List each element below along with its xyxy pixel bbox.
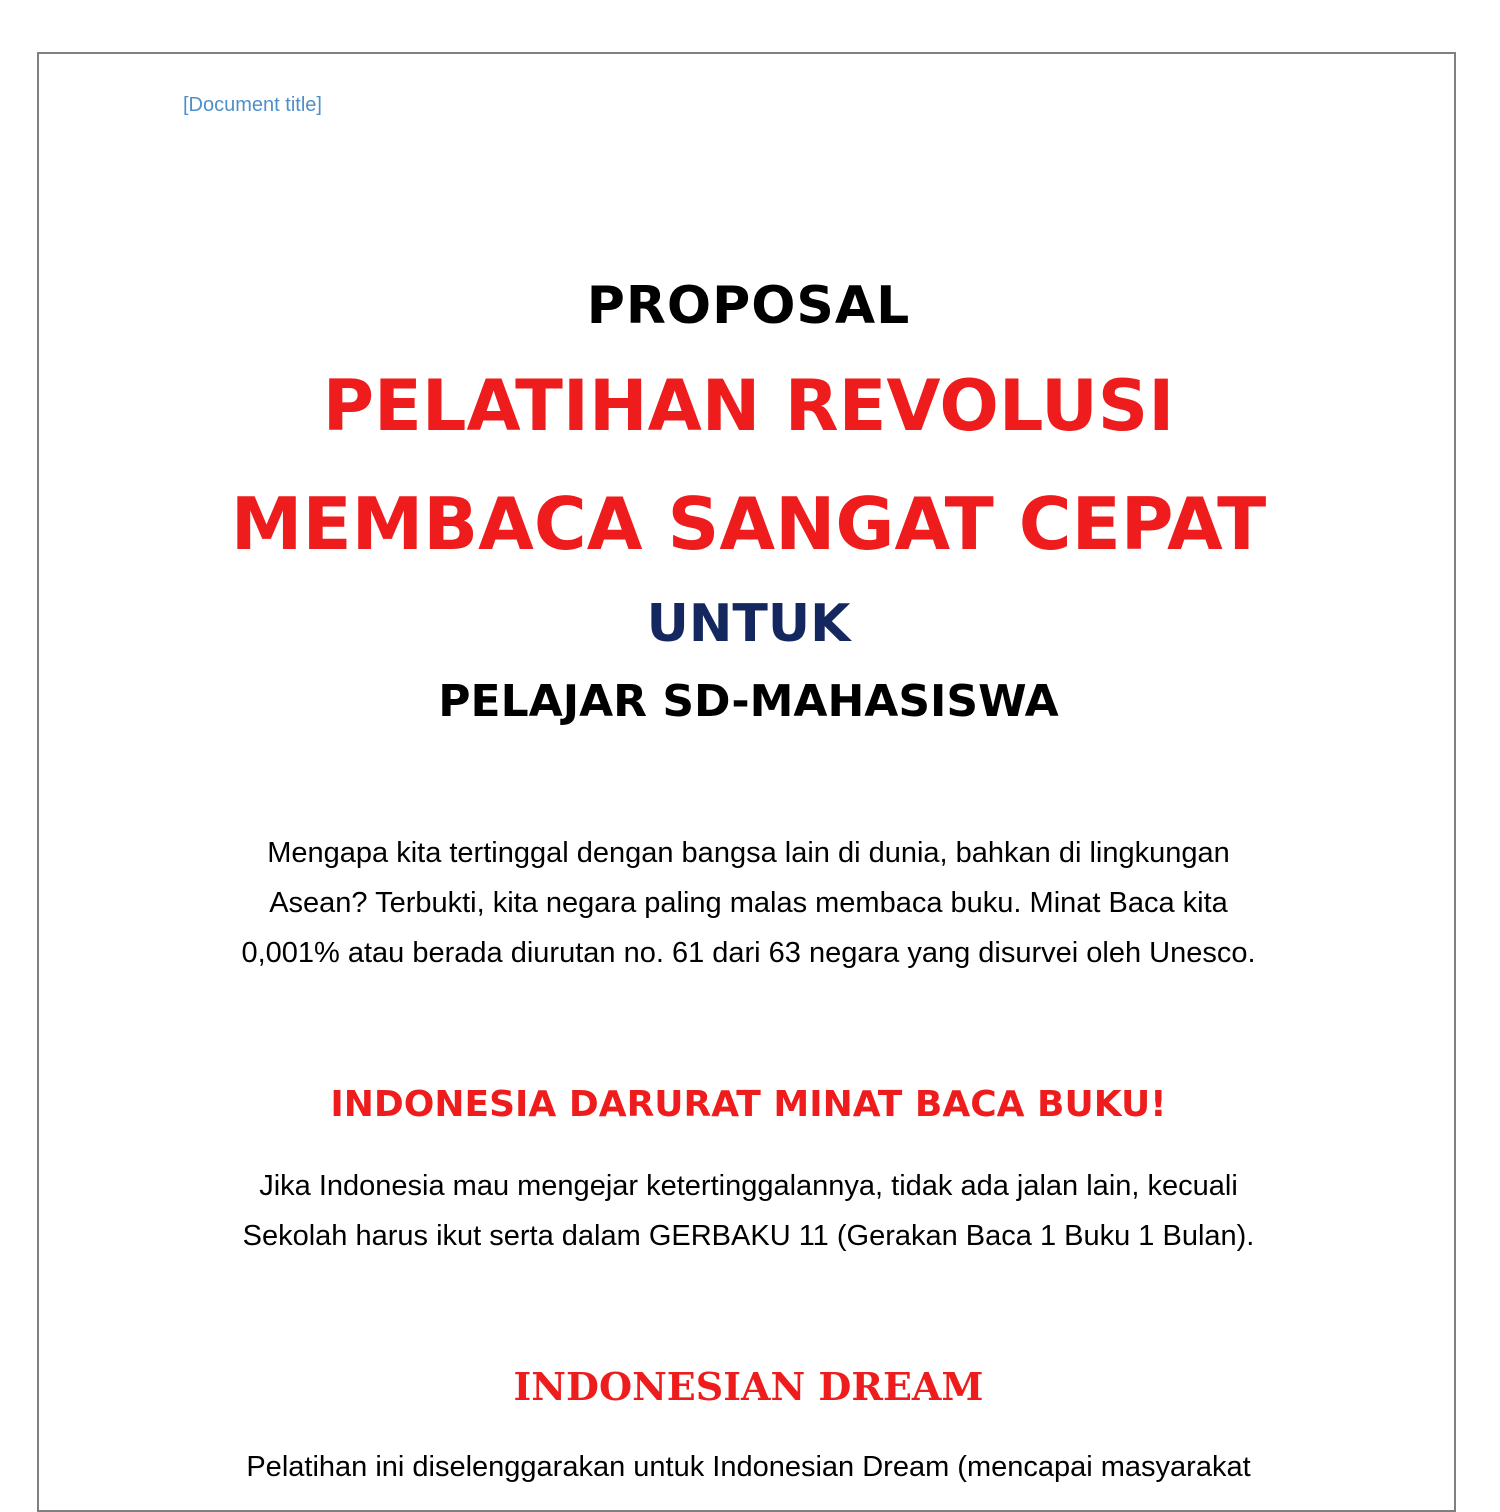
title-main-line-2: MEMBACA SANGAT CEPAT (230, 482, 1267, 566)
title-main-line-1: PELATIHAN REVOLUSI (322, 365, 1175, 447)
title-audience: PELAJAR SD-MAHASISWA (438, 676, 1059, 727)
section1-paragraph (39, 1161, 1456, 1261)
section2-paragraph (39, 1442, 1456, 1492)
section2-line: Pelatihan ini diselenggarakan untuk Indonesian Dream (mencapai masyarakat (246, 1451, 1251, 1483)
intro-line: Mengapa kita tertinggal dengan bangsa lain di dunia, bahkan di lingkungan (267, 837, 1230, 869)
section1-line: Jika Indonesia mau mengejar ketertinggalannya, tidak ada jalan lain, kecuali (259, 1170, 1238, 1202)
section-heading-indonesian-dream: INDONESIAN DREAM (513, 1364, 984, 1409)
section-heading-darurat: INDONESIA DARURAT MINAT BACA BUKU! (330, 1084, 1167, 1125)
intro-line: Asean? Terbukti, kita negara paling malas membaca buku. Minat Baca kita (269, 887, 1228, 919)
intro-paragraph (39, 828, 1456, 978)
document-title-placeholder[interactable]: [Document title] (183, 94, 322, 116)
title-proposal: PROPOSAL (586, 276, 911, 336)
document-page (37, 52, 1456, 1512)
intro-line: 0,001% atau berada diurutan no. 61 dari 63 negara yang disurvei oleh Unesco. (241, 937, 1256, 969)
section1-line: Sekolah harus ikut serta dalam GERBAKU 11 (Gerakan Baca 1 Buku 1 Bulan). (242, 1220, 1255, 1252)
title-untuk: UNTUK (646, 594, 851, 654)
